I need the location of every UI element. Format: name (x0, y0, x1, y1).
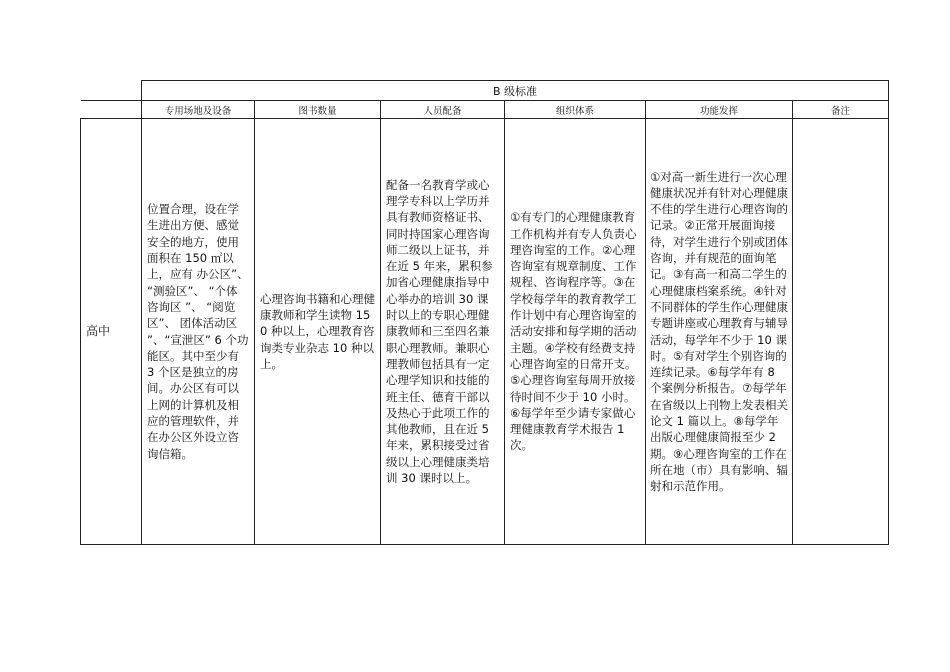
organization-cell (505, 119, 646, 545)
header-books: 图书数量 (255, 101, 381, 119)
venue-text: 位置合理，设在学生进出方便、感觉安全的地方，使用面积在 150 ㎡以上，应有 办公区”、 “测验区”、 “个体咨询区 ”、 “阅览区”、 团体活动区 ”、“宣泄区” 6 个功能区。其中至少有 3 个区是独立的房间。办公区有可以上网的计算机及相应的管理软件，并在办公区外设立咨询信箱。 (147, 202, 249, 461)
header-organization: 组织体系 (505, 101, 646, 119)
staff-cell (381, 119, 505, 545)
header-function: 功能发挥 (646, 101, 793, 119)
function-text: ①对高一新生进行一次心理健康状况并有针对心理健康不佳的学生进行心理咨询的记录。②正常开展面询接待，对学生进行个别或团体咨询，并有规范的面询笔记。③有高一和高二学生的心理健康档案系统。④针对不同群体的学生作心理健康专题讲座或心理教育与辅导活动，每学年不少于 10 课时。⑤有对学生个别咨询的连续记录。⑥每学年有 8 个案例分析报告。⑦每学年在省级以上刊物上发表相关论文 1 篇以上。⑧每学年出版心理健康简报至少 2 期。⑨心理咨询室的工作在所在地（市）具有影响、辐射和示范作用。 (650, 169, 788, 494)
staff-text: 配备一名教育学或心理学专科以上学历并具有教师资格证书、同时持国家心理咨询师二级以上证书，并在近 5 年来，累积参加省心理健康指导中心举办的培训 30 课时以上的专职心理健康教师和三至四名兼职心理教师。兼职心理教师包括具有一定心理学知识和技能的班主任、德育干部以及热心于此项工作的其他教师，且在近 5 年来，累积接受过省级以上心理健康类培训 30 课时以上。 (386, 177, 493, 486)
function-cell (646, 119, 793, 545)
table-title: B 级标准 (142, 81, 889, 101)
venue-cell (142, 119, 255, 545)
header-staff: 人员配备 (381, 101, 505, 119)
b-level-standard-table (80, 80, 889, 545)
standards-sheet (80, 80, 888, 545)
books-cell (255, 119, 381, 545)
corner-cell (81, 81, 142, 101)
organization-text: ①有专门的心理健康教育工作机构并有专人负责心理咨询室的工作。②心理咨询室有规章制度、工作规程、咨询程序等。③在学校每学年的教育教学工作计划中有心理咨询室的活动安排和每学期的活动主题。④学校有经费支持心理咨询室的日常开支。⑤心理咨询室每周开放接待时间不少于 10 小时。⑥每学年至少请专家做心理健康教育学术报告 1 次。 (510, 210, 637, 453)
level-cell: 高中 (81, 119, 142, 545)
remarks-cell (793, 119, 889, 545)
table-row (81, 119, 889, 545)
header-venue: 专用场地及设备 (142, 101, 255, 119)
header-remarks: 备注 (793, 101, 889, 119)
books-text: 心理咨询书籍和心理健康教师和学生读物 150 种以上，心理教育咨询类专业杂志 10 种以上。 (260, 291, 375, 371)
title-row (81, 81, 889, 101)
header-row (81, 101, 889, 119)
level-header-cell (81, 101, 142, 119)
